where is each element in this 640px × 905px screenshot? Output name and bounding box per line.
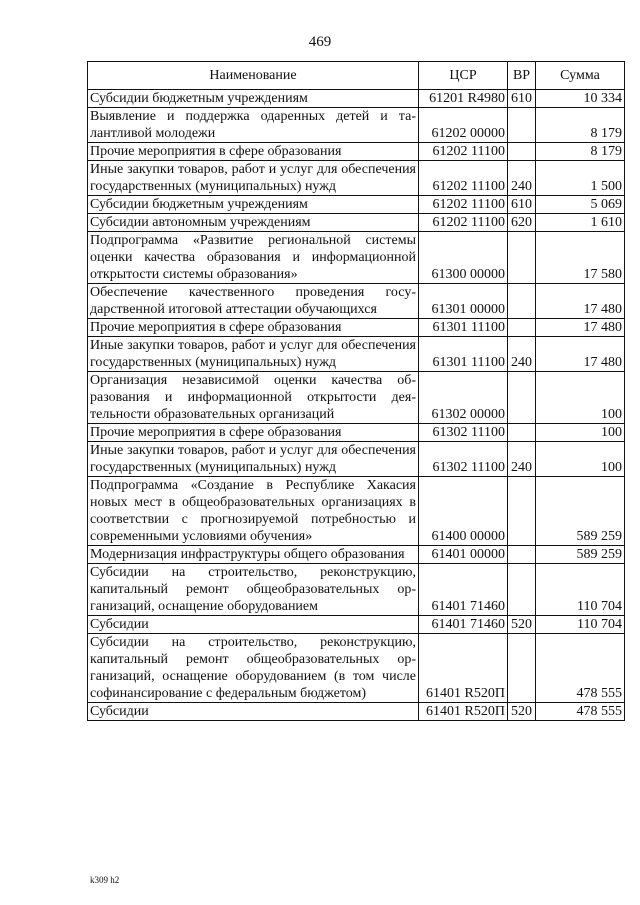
- cell-name: Иные закупки товаров, работ и услуг для обеспечения государственных (муниципальных) нужд: [88, 442, 419, 477]
- cell-name: Прочие мероприятия в сфере образования: [88, 143, 419, 161]
- cell-name: Подпрограмма «Создание в Республике Хакасия новых мест в общеобразовательных организациях в соответствии с прогнозируемой потребностью и современными условиями обучения»: [88, 477, 419, 546]
- cell-csr: 61301 11100: [419, 337, 508, 372]
- cell-sum: 478 555: [536, 703, 625, 721]
- cell-sum: 17 480: [536, 337, 625, 372]
- table-row: [88, 284, 625, 319]
- cell-name: Субсидии на строительство, реконструкцию, капитальный ремонт общеобразовательных организаций, оснащение оборудованием (в том числе софинансирование с федеральным бюджетом): [88, 634, 419, 703]
- cell-name: Подпрограмма «Развитие региональной системы оценки качества образования и информационной открытости системы образования»: [88, 232, 419, 284]
- cell-sum: 589 259: [536, 546, 625, 564]
- table-row: [88, 634, 625, 703]
- cell-vr: 240: [508, 337, 536, 372]
- cell-name: Субсидии на строительство, реконструкцию, капитальный ремонт общеобразовательных организаций, оснащение оборудованием: [88, 564, 419, 616]
- header-sum: Сумма: [536, 62, 625, 90]
- cell-vr: [508, 232, 536, 284]
- table-header-row: [88, 62, 625, 90]
- cell-sum: 1 500: [536, 161, 625, 196]
- table-row: [88, 372, 625, 424]
- cell-csr: 61401 R520П: [419, 634, 508, 703]
- cell-vr: [508, 634, 536, 703]
- cell-vr: 240: [508, 442, 536, 477]
- cell-vr: [508, 424, 536, 442]
- table-body: [88, 90, 625, 721]
- cell-name: Субсидии автономным учреждениям: [88, 214, 419, 232]
- cell-vr: [508, 108, 536, 143]
- table-row: [88, 161, 625, 196]
- cell-csr: 61201 R4980: [419, 90, 508, 108]
- cell-vr: 610: [508, 196, 536, 214]
- cell-vr: [508, 546, 536, 564]
- table-row: [88, 143, 625, 161]
- cell-sum: 17 580: [536, 232, 625, 284]
- cell-vr: [508, 143, 536, 161]
- footer-code: k309 h2: [90, 875, 120, 885]
- cell-csr: 61400 00000: [419, 477, 508, 546]
- table-row: [88, 90, 625, 108]
- table-row: [88, 108, 625, 143]
- table-row: [88, 442, 625, 477]
- cell-csr: 61202 11100: [419, 196, 508, 214]
- header-vr: ВР: [508, 62, 536, 90]
- cell-vr: [508, 319, 536, 337]
- cell-csr: 61401 R520П: [419, 703, 508, 721]
- cell-csr: 61302 00000: [419, 372, 508, 424]
- cell-csr: 61300 00000: [419, 232, 508, 284]
- cell-sum: 17 480: [536, 284, 625, 319]
- cell-name: Прочие мероприятия в сфере образования: [88, 424, 419, 442]
- cell-vr: 520: [508, 703, 536, 721]
- cell-name: Субсидии: [88, 616, 419, 634]
- table-row: [88, 424, 625, 442]
- table-row: [88, 214, 625, 232]
- header-name: Наименование: [88, 62, 419, 90]
- cell-sum: 17 480: [536, 319, 625, 337]
- cell-sum: 110 704: [536, 564, 625, 616]
- cell-csr: 61202 11100: [419, 214, 508, 232]
- cell-csr: 61302 11100: [419, 424, 508, 442]
- cell-vr: 240: [508, 161, 536, 196]
- cell-name: Прочие мероприятия в сфере образования: [88, 319, 419, 337]
- cell-name: Иные закупки товаров, работ и услуг для обеспечения государственных (муниципальных) нужд: [88, 161, 419, 196]
- table-row: [88, 232, 625, 284]
- cell-sum: 1 610: [536, 214, 625, 232]
- cell-name: Иные закупки товаров, работ и услуг для обеспечения государственных (муниципальных) нужд: [88, 337, 419, 372]
- cell-csr: 61302 11100: [419, 442, 508, 477]
- cell-name: Модернизация инфраструктуры общего образования: [88, 546, 419, 564]
- cell-name: Субсидии: [88, 703, 419, 721]
- cell-vr: 520: [508, 616, 536, 634]
- cell-csr: 61202 11100: [419, 143, 508, 161]
- cell-sum: 100: [536, 424, 625, 442]
- table-row: [88, 337, 625, 372]
- cell-sum: 100: [536, 372, 625, 424]
- cell-name: Субсидии бюджетным учреждениям: [88, 196, 419, 214]
- cell-csr: 61301 11100: [419, 319, 508, 337]
- cell-name: Субсидии бюджетным учреждениям: [88, 90, 419, 108]
- table-row: [88, 196, 625, 214]
- cell-name: Организация независимой оценки качества образования и информационной открытости деятельности образовательных организаций: [88, 372, 419, 424]
- cell-sum: 478 555: [536, 634, 625, 703]
- header-csr: ЦСР: [419, 62, 508, 90]
- cell-vr: [508, 284, 536, 319]
- table-row: [88, 546, 625, 564]
- cell-sum: 110 704: [536, 616, 625, 634]
- cell-sum: 8 179: [536, 108, 625, 143]
- cell-sum: 8 179: [536, 143, 625, 161]
- page-number: 469: [308, 34, 332, 50]
- cell-sum: 10 334: [536, 90, 625, 108]
- table-row: [88, 564, 625, 616]
- cell-vr: [508, 477, 536, 546]
- cell-vr: 610: [508, 90, 536, 108]
- cell-sum: 5 069: [536, 196, 625, 214]
- table-row: [88, 477, 625, 546]
- cell-vr: 620: [508, 214, 536, 232]
- cell-vr: [508, 372, 536, 424]
- cell-csr: 61202 00000: [419, 108, 508, 143]
- cell-csr: 61401 71460: [419, 616, 508, 634]
- cell-sum: 100: [536, 442, 625, 477]
- table-row: [88, 319, 625, 337]
- cell-csr: 61401 00000: [419, 546, 508, 564]
- cell-csr: 61301 00000: [419, 284, 508, 319]
- cell-sum: 589 259: [536, 477, 625, 546]
- cell-csr: 61202 11100: [419, 161, 508, 196]
- cell-vr: [508, 564, 536, 616]
- cell-csr: 61401 71460: [419, 564, 508, 616]
- table-row: [88, 703, 625, 721]
- cell-name: Обеспечение качественного проведения государственной итоговой аттестации обучающихся: [88, 284, 419, 319]
- cell-name: Выявление и поддержка одаренных детей и талантливой молодежи: [88, 108, 419, 143]
- table-row: [88, 616, 625, 634]
- budget-table: [87, 61, 625, 721]
